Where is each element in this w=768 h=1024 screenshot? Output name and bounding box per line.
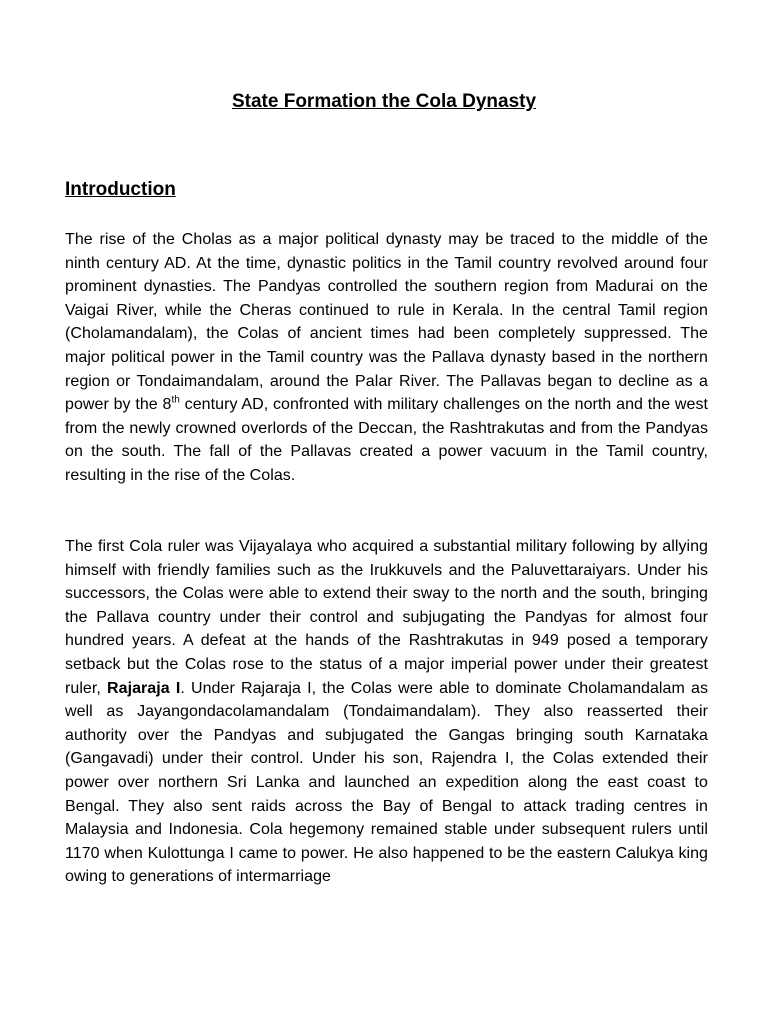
section-heading-introduction: Introduction [65, 179, 176, 200]
paragraph-1-superscript: th [171, 394, 180, 406]
paragraph-2-text-a: The first Cola ruler was Vijayalaya who acquired a substantial military following by allying himself with friendly families such as the Irukkuvels and the Paluvettaraiyars. Under his successors, the Colas were able to extend their sway to the north and the south, bringing the Pallava country under their control and subjugating the Pandyas for almost four hundred years. A defeat at the hands of the Rashtrakutas in 949 posed a temporary setback but the Colas rose to the status of a major imperial power under their greatest ruler, [65, 538, 708, 697]
paragraph-1-text-a: The rise of the Cholas as a major political dynasty may be traced to the middle of the ninth century AD. At the time, dynastic politics in the Tamil country revolved around four prominent dynasties. The Pandyas controlled the southern region from Madurai on the Vaigai River, while the Cheras continued to rule in Kerala. In the central Tamil region (Cholamandalam), the Colas of ancient times had been completely suppressed. The major political power in the Tamil country was the Pallava dynasty based in the northern region or Tondaimandalam, around the Palar River. The Pallavas began to decline as a power by the 8 [65, 231, 708, 414]
paragraph-2 [65, 535, 708, 889]
paragraph-1 [65, 228, 708, 488]
paragraph-1-text-b: century AD, confronted with military challenges on the north and the west from the newly crowned overlords of the Deccan, the Rashtrakutas and from the Pandyas on the south. The fall of the Pallavas created a power vacuum in the Tamil country, resulting in the rise of the Colas. [65, 396, 709, 484]
paragraph-2-bold-name: Rajaraja I [107, 679, 181, 697]
document-title: State Formation the Cola Dynasty [231, 91, 537, 112]
paragraph-2-text-b: . Under Rajaraja I, the Colas were able to dominate Cholamandalam as well as Jayangondacolamandalam (Tondaimandalam). They also reasserted their authority over the Pandyas and subjugated the Gangas bringing south Karnataka (Gangavadi) under their control. Under his son, Rajendra I, the Colas extended their power over northern Sri Lanka and launched an expedition along the east coast to Bengal. They also sent raids across the Bay of Bengal to attack trading centres in Malaysia and Indonesia. Cola hegemony remained stable under subsequent rulers until 1170 when Kulottunga I came to power. He also happened to be the eastern Calukya king owing to generations of intermarriage [65, 679, 708, 886]
